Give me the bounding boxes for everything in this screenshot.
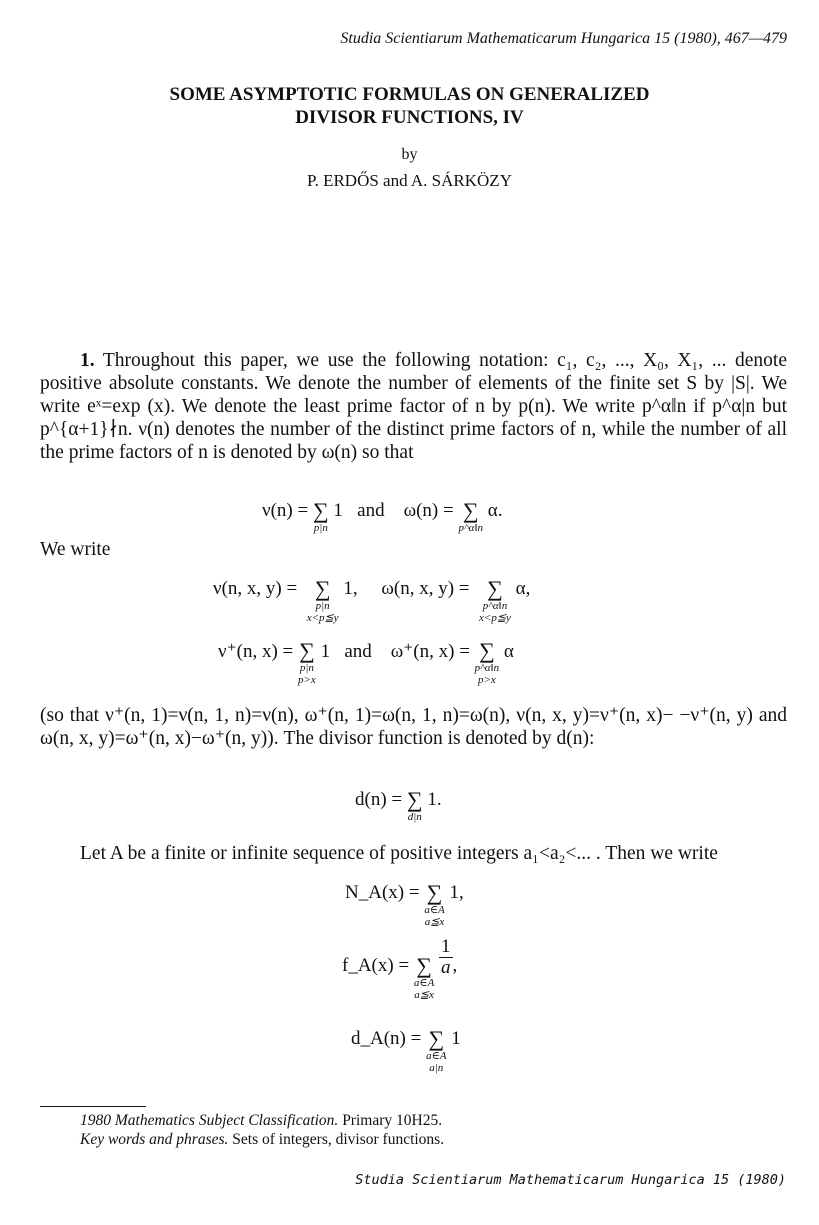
paper-title-line1: SOME ASYMPTOTIC FORMULAS ON GENERALIZED (169, 84, 650, 105)
section-number: 1. (80, 350, 95, 371)
journal-footer: Studia Scientiarum Mathematicarum Hungarica 15 (1980) (355, 1172, 786, 1188)
sum-sign: ∑ d|n (406, 787, 423, 823)
running-head: Studia Scientiarum Mathematicarum Hungarica 15 (1980), 467—479 (340, 30, 787, 47)
footnote-rule (40, 1106, 146, 1107)
equation-nu-plus: ν⁺(n, x) = ∑ p|n p>x 1 and ω⁺(n, x) = ∑ p^α‖n p>x α (218, 638, 514, 686)
sum-sign: ∑ a∈A a|n (426, 1026, 447, 1074)
sum-sign: ∑ a∈A a≦x (424, 880, 445, 928)
fraction: $\frac{1}{a}$ (441, 936, 451, 979)
equation-dA: d_A(n) = ∑ a∈A a|n 1 (351, 1026, 461, 1074)
equation-divisor: d(n) = ∑ d|n 1. (355, 787, 442, 823)
byline-authors: P. ERDŐS and A. SÁRKÖZY (307, 171, 512, 190)
paper-title-line2: DIVISOR FUNCTIONS, IV (295, 107, 524, 128)
sum-sign: ∑ p|n p>x (298, 638, 316, 686)
sum-sign: ∑ a∈A a≦x (413, 953, 435, 1001)
sum-sign: ∑ p^α‖n x<p≦y (479, 576, 511, 624)
sum-sign: ∑ p^α‖n p>x (474, 638, 500, 686)
para1-text: Throughout this paper, we use the following notation: c₁, c₂, ..., X₀, X₁, ... denote positive absolute constants. We denote the number of elements of the finite set S by |S|. We write eˣ=exp (x). We denote the least prime factor of n by p(n). We write p^α‖n if p^α|n but p^{α+1}∤n. ν(n) denotes the number of the distinct prime factors of n, while the number of all the prime factors of n is denoted by ω(n) so that (40, 350, 788, 463)
footnote-line2: Key words and phrases. Sets of integers, divisor functions. (80, 1131, 445, 1148)
sum-sign: ∑ p^α‖n (458, 498, 483, 534)
we-write: We write (40, 539, 111, 560)
byline-by: by (401, 146, 418, 163)
footnote-line1: 1980 Mathematics Subject Classification. Primary 10H25. (80, 1112, 443, 1129)
sum-sign: ∑ p|n x<p≦y (306, 576, 339, 624)
equation-NA: N_A(x) = ∑ a∈A a≦x 1, (345, 880, 464, 928)
equation-nu: ν(n) = ∑ p|n 1 and ω(n) = ∑ p^α‖n α. (262, 498, 503, 534)
section1-para2: (so that ν⁺(n, 1)=ν(n, 1, n)=ν(n), ω⁺(n, 1)=ω(n, 1, n)=ω(n), ν(n, x, y)=ν⁺(n, x)− −ν⁺(n, y) and ω(n, x, y)=ω⁺(n, x)−ω⁺(n, y)). The divisor function is denoted by d(n): (40, 705, 787, 749)
section1-para1 (40, 349, 787, 464)
sum-sign: ∑ p|n (312, 498, 329, 534)
equation-nu-xy: ν(n, x, y) = ∑ p|n x<p≦y 1, ω(n, x, y) = ∑ p^α‖n x<p≦y α, (213, 576, 531, 624)
section1-para3: Let A be a finite or infinite sequence of positive integers a₁<a₂<... . Then we write (80, 843, 718, 864)
equation-fA: f_A(x) = ∑ a∈A a≦x $\frac{1}{a}$ , (342, 936, 458, 1001)
